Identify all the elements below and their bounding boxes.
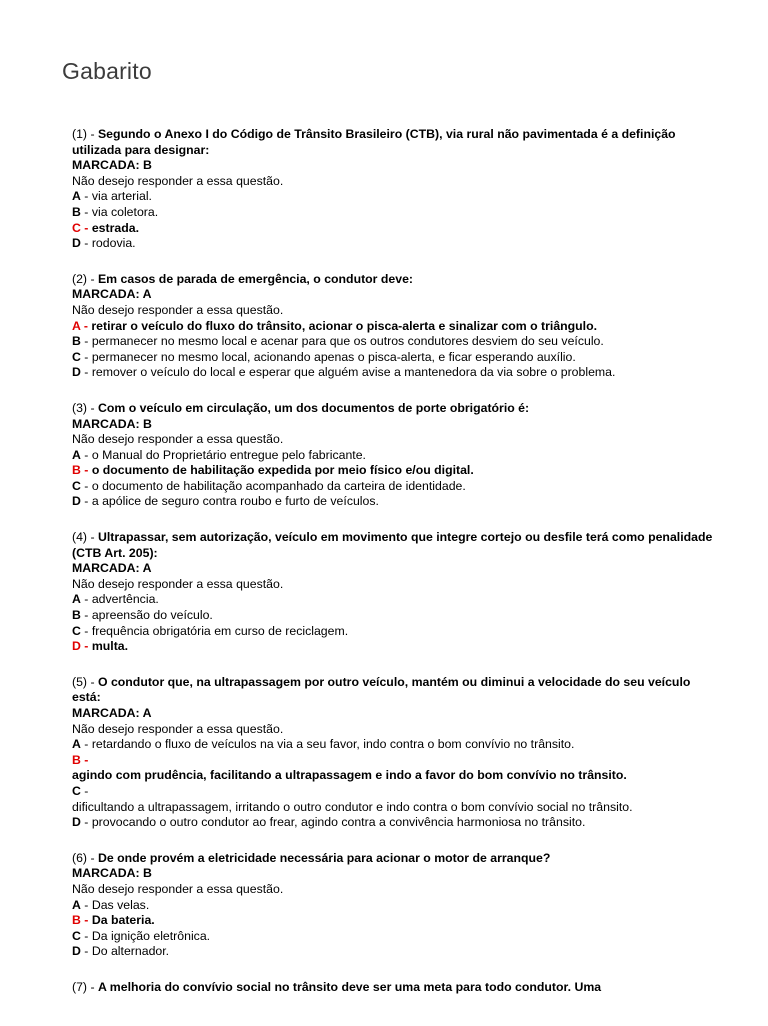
option-text: a apólice de seguro contra roubo e furto de veículos. — [91, 494, 379, 509]
question-number: (1) - — [72, 127, 95, 141]
marked-value: A — [142, 287, 152, 302]
option-text: o documento de habilitação expedida por meio físico e/ou digital. — [91, 463, 474, 478]
option-dash: - — [80, 494, 92, 509]
marked-value: A — [142, 561, 152, 576]
answer-option — [72, 624, 718, 640]
option-dash: - — [80, 318, 92, 333]
option-text: retirar o veículo do fluxo do trânsito, acionar o pisca-alerta e sinalizar com o triângulo. — [91, 318, 598, 333]
option-letter: A — [72, 592, 81, 607]
no-answer-option: Não desejo responder a essa questão. — [72, 302, 284, 317]
option-text: agindo com prudência, facilitando a ultrapassagem e indo a favor do bom convívio no trânsito. — [72, 768, 627, 783]
option-dash: - — [80, 204, 92, 219]
option-dash: - — [80, 189, 92, 204]
option-text: rodovia. — [91, 236, 136, 251]
question-text: De onde provém a eletricidade necessária para acionar o motor de arranque? — [97, 850, 551, 865]
option-dash: - — [80, 220, 92, 235]
option-letter: B — [72, 334, 81, 349]
answer-option — [72, 189, 718, 205]
question-text: A melhoria do convívio social no trânsito deve ser uma meta para todo condutor. Uma — [97, 979, 602, 994]
answer-option — [72, 608, 718, 624]
option-letter: A — [72, 447, 81, 462]
option-text: permanecer no mesmo local e acenar para que os outros condutores desviem do seu veículo. — [91, 334, 604, 349]
marked-label: MARCADA: — [72, 158, 140, 173]
no-answer-option: Não desejo responder a essa questão. — [72, 173, 284, 188]
marked-answer — [72, 706, 718, 722]
option-dash: - — [80, 478, 92, 493]
question-number: (2) - — [72, 271, 95, 286]
option-letter: D — [72, 365, 81, 380]
option-text: permanecer no mesmo local, acionando apenas o pisca-alerta, e ficar esperando auxílio. — [91, 349, 576, 364]
option-text: Da ignição eletrônica. — [91, 928, 211, 943]
answer-option — [72, 929, 718, 945]
option-letter: C — [72, 220, 81, 235]
question-block — [72, 980, 718, 996]
option-dash: - — [80, 815, 92, 830]
option-letter: A — [72, 189, 81, 204]
answer-option — [72, 753, 718, 784]
question-number: (4) - — [72, 530, 95, 545]
option-text: frequência obrigatória em curso de reciclagem. — [91, 623, 349, 638]
option-letter: C — [72, 623, 81, 638]
marked-label: MARCADA: — [72, 706, 140, 720]
question-stem — [72, 851, 718, 867]
answer-option — [72, 205, 718, 221]
option-letter: D — [72, 494, 81, 509]
no-answer-option: Não desejo responder a essa questão. — [72, 432, 284, 447]
marked-label: MARCADA: — [72, 287, 140, 302]
option-text: provocando o outro condutor ao frear, agindo contra a convivência harmoniosa no trânsito. — [91, 815, 586, 830]
option-letter: B — [72, 752, 81, 767]
option-text: o Manual do Proprietário entregue pelo fabricante. — [91, 447, 366, 462]
question-stem — [72, 401, 718, 417]
option-letter: C — [72, 928, 81, 943]
question-number: (6) - — [72, 850, 95, 865]
option-letter: D — [72, 639, 81, 654]
marked-value: B — [143, 866, 152, 881]
question-block — [72, 272, 718, 381]
answer-option — [72, 815, 718, 831]
option-dash: - — [80, 365, 92, 380]
marked-answer — [72, 287, 718, 303]
option-letter: B — [72, 913, 81, 928]
answer-option — [72, 365, 718, 381]
option-dash: - — [80, 463, 92, 478]
option-text: advertência. — [91, 592, 159, 607]
option-text: apreensão do veículo. — [91, 608, 213, 623]
answer-option — [72, 334, 718, 350]
option-dash: - — [80, 236, 92, 251]
question-stem — [72, 272, 718, 288]
question-text: Com o veículo em circulação, um dos documentos de porte obrigatório é: — [97, 400, 530, 415]
answer-option — [72, 463, 718, 479]
option-dash: - — [80, 913, 92, 928]
option-text: via arterial. — [91, 189, 152, 204]
question-text: O condutor que, na ultrapassagem por outro veículo, mantém ou diminui a velocidade do seu veículo está: — [72, 674, 691, 705]
option-letter: D — [72, 815, 81, 830]
option-letter: D — [72, 944, 81, 959]
answer-option — [72, 494, 718, 510]
option-dash: - — [80, 639, 92, 654]
option-text: o documento de habilitação acompanhado da carteira de identidade. — [91, 478, 466, 493]
marked-label: MARCADA: — [72, 416, 140, 431]
option-dash: - — [80, 334, 92, 349]
question-block — [72, 127, 718, 252]
option-letter: A — [72, 318, 81, 333]
option-text: via coletora. — [91, 204, 159, 219]
option-text: retardando o fluxo de veículos na via a seu favor, indo contra o bom convívio no trânsito. — [91, 737, 575, 752]
no-answer-option: Não desejo responder a essa questão. — [72, 576, 284, 591]
answer-option — [72, 944, 718, 960]
marked-value: B — [143, 416, 152, 431]
option-text: estrada. — [91, 220, 139, 235]
option-dash: - — [80, 944, 92, 959]
marked-answer — [72, 561, 718, 577]
option-letter: C — [72, 478, 81, 493]
marked-value: A — [142, 706, 152, 720]
answer-option — [72, 479, 718, 495]
page-title: Gabarito — [62, 58, 152, 84]
question-text: Ultrapassar, sem autorização, veículo em movimento que integre cortejo ou desfile terá como penalidade (CTB Art. 205): — [72, 530, 713, 560]
option-letter: C — [72, 349, 81, 364]
question-text: Segundo o Anexo I do Código de Trânsito Brasileiro (CTB), via rural não pavimentada é a definição utilizada para designar: — [72, 127, 676, 157]
option-text: dificultando a ultrapassagem, irritando o outro condutor e indo contra o bom convívio social no trânsito. — [72, 799, 633, 814]
no-answer-option: Não desejo responder a essa questão. — [72, 881, 284, 896]
question-block — [72, 851, 718, 960]
option-dash: - — [80, 737, 92, 752]
answer-option — [72, 737, 718, 753]
option-dash: - — [80, 623, 92, 638]
option-dash: - — [80, 752, 89, 767]
marked-value: B — [143, 158, 152, 173]
option-letter: A — [72, 897, 81, 912]
option-text: Das velas. — [91, 897, 150, 912]
answer-option — [72, 898, 718, 914]
question-stem — [72, 127, 718, 158]
option-letter: B — [72, 463, 81, 478]
answer-option — [72, 350, 718, 366]
marked-answer — [72, 866, 718, 882]
question-block — [72, 675, 718, 831]
question-stem — [72, 530, 718, 561]
marked-label: MARCADA: — [72, 561, 140, 576]
option-dash: - — [80, 928, 92, 943]
answer-option — [72, 236, 718, 252]
marked-label: MARCADA: — [72, 866, 140, 881]
question-number: (5) - — [72, 674, 95, 689]
option-text: multa. — [91, 639, 129, 654]
question-block — [72, 530, 718, 655]
option-dash: - — [80, 897, 92, 912]
answer-option — [72, 913, 718, 929]
option-text: Da bateria. — [91, 913, 155, 928]
no-answer-option: Não desejo responder a essa questão. — [72, 721, 284, 736]
answer-option — [72, 639, 718, 655]
option-letter: C — [72, 783, 81, 798]
answer-option — [72, 784, 718, 815]
question-number: (7) - — [72, 979, 95, 994]
answer-key-list — [72, 127, 718, 996]
option-dash: - — [80, 349, 92, 364]
question-text: Em casos de parada de emergência, o condutor deve: — [97, 271, 414, 286]
option-text: remover o veículo do local e esperar que alguém avise a mantenedora da via sobre o problema. — [91, 365, 616, 380]
answer-option — [72, 319, 718, 335]
option-dash: - — [80, 592, 92, 607]
question-block — [72, 401, 718, 510]
option-text: Do alternador. — [91, 944, 170, 959]
marked-answer — [72, 417, 718, 433]
answer-option — [72, 592, 718, 608]
question-number: (3) - — [72, 400, 95, 415]
option-letter: A — [72, 737, 81, 752]
option-letter: B — [72, 204, 81, 219]
answer-option — [72, 448, 718, 464]
answer-option — [72, 221, 718, 237]
option-letter: B — [72, 608, 81, 623]
option-dash: - — [80, 783, 89, 798]
option-dash: - — [80, 608, 92, 623]
option-dash: - — [80, 447, 92, 462]
question-stem — [72, 675, 718, 706]
marked-answer — [72, 158, 718, 174]
option-letter: D — [72, 236, 81, 251]
question-stem — [72, 980, 718, 996]
